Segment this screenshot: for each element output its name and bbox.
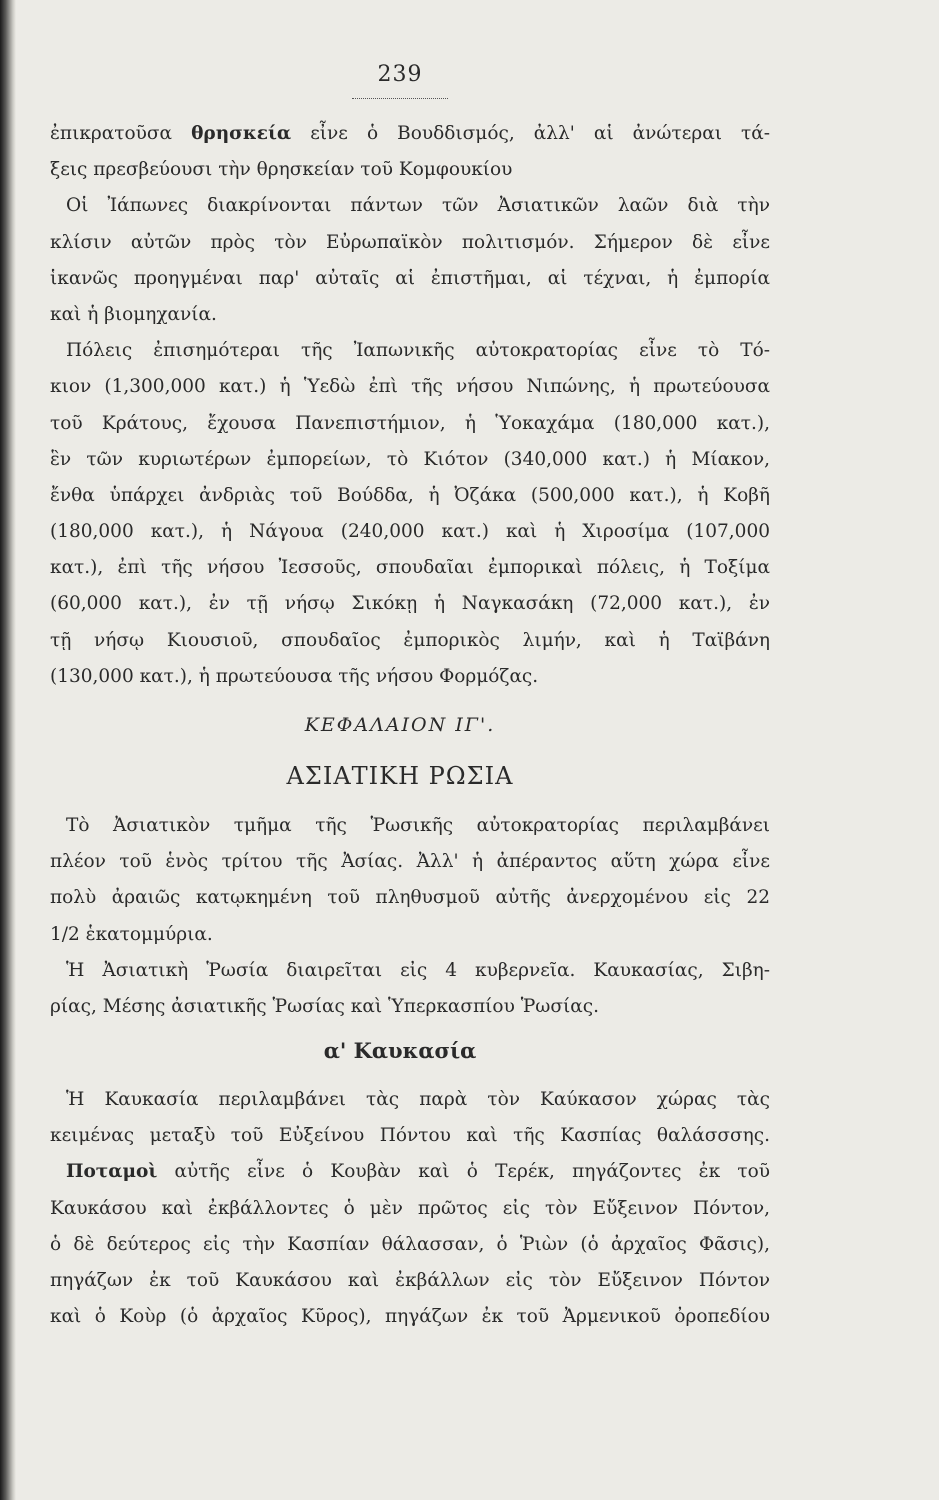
header-rule	[352, 98, 448, 99]
text-line: Τὸ Ἀσιατικὸν τμῆμα τῆς Ῥωσικῆς αὐτοκρατορίας περιλαμβάνει	[66, 815, 770, 836]
text-line: ἓν τῶν κυριωτέρων ἐμπορείων, τὸ Κιότον (340,000 κατ.) ἡ Μίακον,	[50, 448, 770, 470]
text-line: Ἡ Ἀσιατικὴ Ῥωσία διαιρεῖται εἰς 4 κυβερνεῖα. Καυκασίας, Σιβη-	[66, 959, 770, 981]
text-line: Ποταμοὶ αὐτῆς εἶνε ὁ Κουβὰν καὶ ὁ Τερέκ, πηγάζοντες ἐκ τοῦ	[66, 1161, 770, 1183]
text-line: ἐπικρατοῦσα θρησκεία εἶνε ὁ Βουδδισμός, ἀλλ' αἱ ἀνώτεραι τά-	[50, 123, 770, 144]
text-line: (130,000 κατ.), ἡ πρωτεύουσα τῆς νήσου Φορμόζας.	[50, 665, 539, 687]
text-line: Ἡ Καυκασία περιλαμβάνει τὰς παρὰ τὸν Καύκασον χώρας τὰς	[66, 1089, 770, 1110]
bold-term: Ποταμοὶ	[66, 1161, 158, 1183]
text-line: Πόλεις ἐπισημότεραι τῆς Ἰαπωνικῆς αὐτοκρατορίας εἶνε τὸ Τό-	[66, 340, 770, 362]
text-line: κιον (1,300,000 κατ.) ἡ Ὑεδὼ ἐπὶ τῆς νήσου Νιπώνης, ἡ πρωτεύουσα	[50, 376, 770, 398]
text-line: ἱκανῶς προηγμέναι παρ' αὐταῖς αἱ ἐπιστῆμαι, αἱ τέχναι, ἡ ἐμπορία	[50, 267, 770, 289]
section-heading: α' Καυκασία	[323, 1038, 477, 1063]
text-line: Οἱ Ἰάπωνες διακρίνονται πάντων τῶν Ἀσιατικῶν λαῶν διὰ τὴν	[66, 195, 770, 217]
text-line: τῇ νήσῳ Κιουσιοῦ, σπουδαῖος ἐμπορικὸς λιμήν, καὶ ἡ Ταϊβάνη	[50, 629, 770, 651]
text-line: καὶ ἡ βιομηχανία.	[50, 303, 217, 325]
text-line: κατ.), ἐπὶ τῆς νήσου Ἰεσσοῦς, σπουδαῖαι ἐμπορικαὶ πόλεις, ἡ Τοξίμα	[50, 557, 770, 579]
text-line: ρίας, Μέσης ἀσιατικῆς Ῥωσίας καὶ Ὑπερκασπίου Ῥωσίας.	[50, 995, 600, 1017]
text-line: πολὺ ἀραιῶς κατῳκημένη τοῦ πληθυσμοῦ αὐτῆς ἀνερχομένου εἰς 22	[50, 887, 770, 909]
text-line: ξεις πρεσβεύουσι τὴν θρησκείαν τοῦ Κομφουκίου	[50, 159, 513, 181]
text-line: κειμένας μεταξὺ τοῦ Εὐξείνου Πόντου καὶ τῆς Κασπίας θαλάσσσης.	[50, 1125, 770, 1147]
page-number: 239	[377, 62, 423, 87]
text-line: τοῦ Κράτους, ἔχουσα Πανεπιστήμιον, ἡ Ὑοκαχάμα (180,000 κατ.),	[50, 412, 770, 434]
text-line: (180,000 κατ.), ἡ Νάγουα (240,000 κατ.) καὶ ἡ Χιροσίμα (107,000	[50, 521, 770, 543]
bold-term: θρησκεία	[191, 123, 292, 144]
paragraph-block-asiatic-russia	[50, 808, 770, 1025]
text-line: καὶ ὁ Κοὺρ (ὁ ἀρχαῖος Κῦρος), πηγάζων ἐκ τοῦ Ἀρμενικοῦ ὀροπεδίου	[50, 1306, 770, 1328]
text-line: Καυκάσου καὶ ἐκβάλλοντες ὁ μὲν πρῶτος εἰς τὸν Εὔξεινον Πόντον,	[50, 1197, 770, 1219]
text-line: 1/2 ἑκατομμύρια.	[50, 923, 213, 945]
text-line: (60,000 κατ.), ἐν τῇ νήσῳ Σικόκῃ ἡ Ναγκασάκη (72,000 κατ.), ἐν	[50, 593, 770, 615]
text-line: κλίσιν αὐτῶν πρὸς τὸν Εὐρωπαϊκὸν πολιτισμόν. Σήμερον δὲ εἶνε	[50, 231, 770, 253]
chapter-title: ΑΣΙΑΤΙΚΗ ΡΩΣΙΑ	[286, 762, 514, 790]
text-line: πλέον τοῦ ἑνὸς τρίτου τῆς Ἀσίας. Ἀλλ' ἡ ἀπέραντος αὕτη χώρα εἶνε	[50, 851, 770, 873]
text-line: ὁ δὲ δεύτερος εἰς τὴν Κασπίαν θάλασσαν, ὁ Ῥιὼν (ὁ ἀρχαῖος Φᾶσις),	[50, 1233, 770, 1255]
text-line: πηγάζων ἐκ τοῦ Καυκάσου καὶ ἐκβάλλων εἰς τὸν Εὔξεινον Πόντον	[50, 1269, 770, 1291]
paragraph-block-caucasus	[50, 1082, 770, 1335]
chapter-heading: ΚΕΦΑΛΑΙΟΝ ΙΓ'.	[304, 714, 496, 736]
text-line: ἔνθα ὑπάρχει ἀνδριὰς τοῦ Βούδδα, ἡ Ὀζάκα (500,000 κατ.), ἡ Κοβῆ	[50, 484, 770, 506]
paragraph-block-japan	[50, 116, 770, 695]
book-gutter-shadow	[0, 0, 16, 1500]
